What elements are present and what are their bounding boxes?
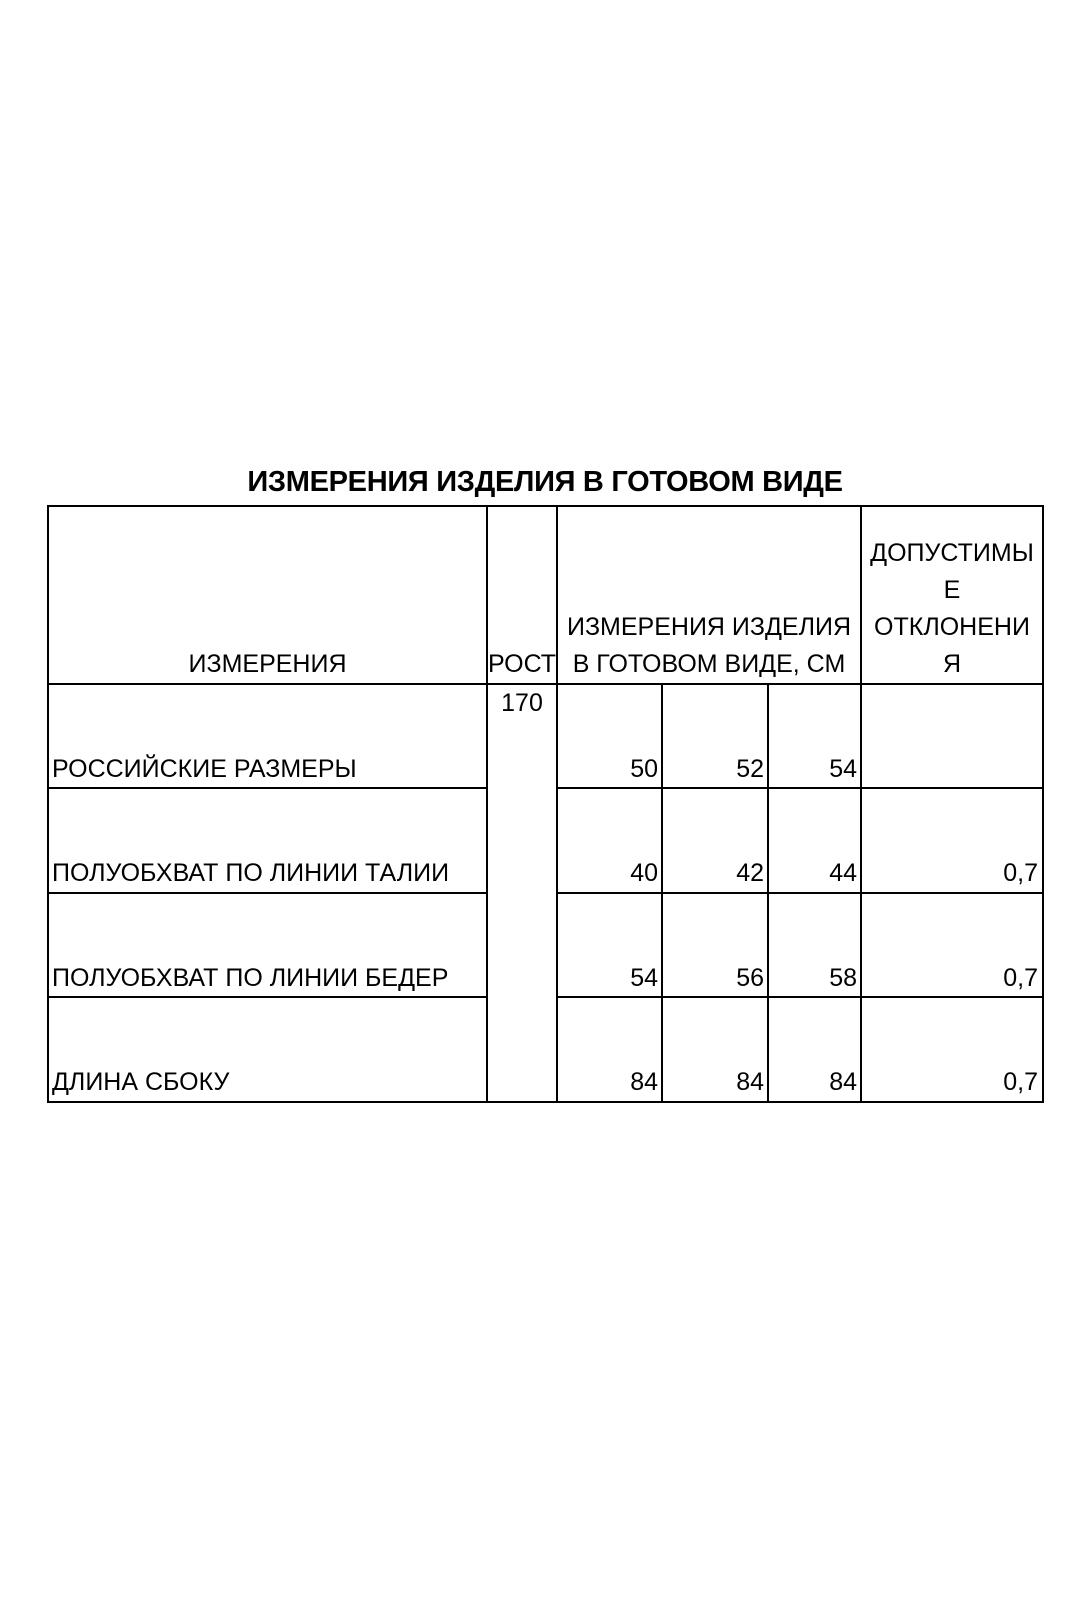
row-tolerance: 0,7 (1003, 1068, 1038, 1096)
table-border-col4 (767, 683, 769, 1103)
header-tolerance-line1: ДОПУСТИМЫ (870, 539, 1034, 567)
table-border-col1 (486, 505, 488, 1103)
table-border-top (47, 505, 1044, 507)
row-value: 42 (736, 859, 764, 887)
table-border-right (1042, 505, 1044, 1103)
document-title: ИЗМЕРЕНИЯ ИЗДЕЛИЯ В ГОТОВОМ ВИДЕ (247, 466, 843, 498)
table-border-row2 (47, 892, 488, 894)
header-tolerance (862, 535, 1042, 683)
row-value: 84 (630, 1068, 658, 1096)
table-border-bottom (47, 1101, 1044, 1103)
row-value: 58 (829, 964, 857, 992)
header-height: РОСТ (488, 650, 557, 678)
row-label: РОССИЙСКИЕ РАЗМЕРЫ (52, 755, 357, 783)
header-product-line1: ИЗМЕРЕНИЯ ИЗДЕЛИЯ (566, 613, 852, 641)
table-border-col2 (556, 505, 558, 1103)
row-label: ПОЛУОБХВАТ ПО ЛИНИИ ТАЛИИ (52, 859, 450, 887)
row-tolerance: 0,7 (1003, 859, 1038, 887)
row-value: 50 (630, 755, 658, 783)
header-product-line2: В ГОТОВОМ ВИДЕ, СМ (572, 650, 846, 678)
header-tolerance-line2: Е (943, 576, 961, 604)
row-tolerance: 0,7 (1003, 964, 1038, 992)
row-value: 84 (829, 1068, 857, 1096)
row-label: ПОЛУОБХВАТ ПО ЛИНИИ БЕДЕР (52, 964, 449, 992)
height-value: 170 (501, 689, 543, 717)
row-label: ДЛИНА СБОКУ (52, 1068, 230, 1096)
table-border-row2b (557, 892, 1044, 894)
table-border-col3 (661, 683, 663, 1103)
row-value: 54 (829, 755, 857, 783)
header-tolerance-line4: Я (942, 650, 962, 678)
row-value: 56 (736, 964, 764, 992)
row-value: 52 (736, 755, 764, 783)
table-border-left (47, 505, 49, 1103)
row-value: 84 (736, 1068, 764, 1096)
header-measurements: ИЗМЕРЕНИЯ (188, 650, 347, 678)
row-value: 40 (630, 859, 658, 887)
header-tolerance-line3: ОТКЛОНЕНИ (874, 613, 1030, 641)
row-value: 54 (630, 964, 658, 992)
row-value: 44 (829, 859, 857, 887)
